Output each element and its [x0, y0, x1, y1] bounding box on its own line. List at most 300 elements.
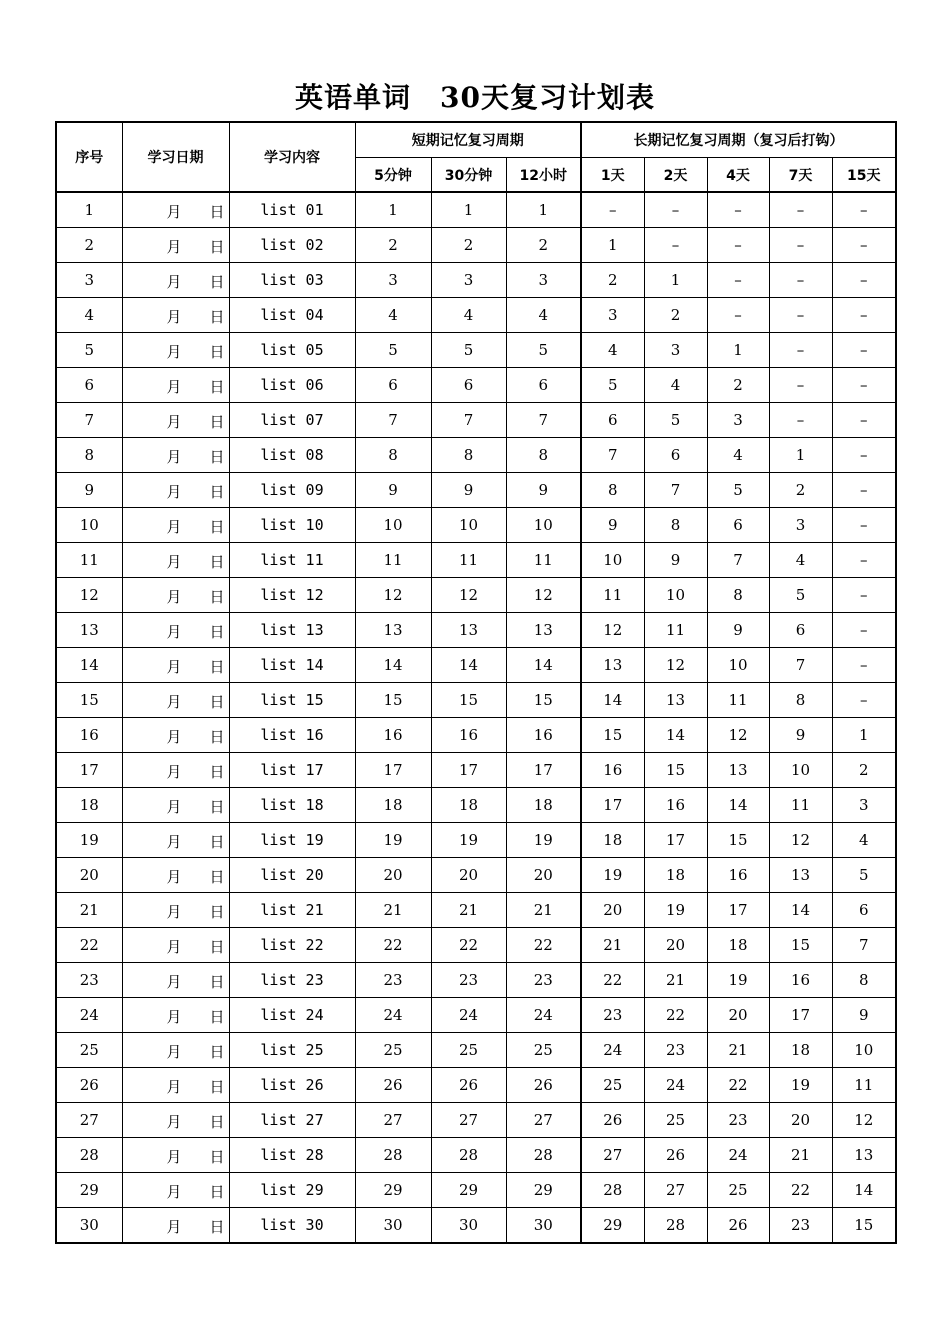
cell-15day: – [832, 508, 896, 543]
cell-7day: – [769, 263, 832, 298]
cell-seq: 6 [56, 368, 122, 403]
cell-study-content: list 23 [229, 963, 355, 998]
cell-4day: 11 [707, 683, 769, 718]
cell-5min: 17 [355, 753, 431, 788]
month-label: 月 [166, 1078, 182, 1096]
cell-5min: 12 [355, 578, 431, 613]
table-row [56, 438, 896, 473]
cell-1day: 11 [581, 578, 644, 613]
cell-12h: 9 [506, 473, 581, 508]
table-row [56, 298, 896, 333]
cell-study-date [122, 1103, 229, 1138]
header-study-date: 学习日期 [122, 122, 229, 192]
cell-study-date [122, 473, 229, 508]
cell-4day: 23 [707, 1103, 769, 1138]
cell-study-content: list 14 [229, 648, 355, 683]
cell-2day: 24 [644, 1068, 707, 1103]
cell-2day: 26 [644, 1138, 707, 1173]
cell-7day: 6 [769, 613, 832, 648]
cell-study-content: list 25 [229, 1033, 355, 1068]
cell-7day: – [769, 298, 832, 333]
month-label: 月 [166, 1043, 182, 1061]
day-label: 日 [209, 1043, 225, 1061]
cell-1day: 6 [581, 403, 644, 438]
cell-seq: 20 [56, 858, 122, 893]
cell-7day: 14 [769, 893, 832, 928]
day-label: 日 [209, 1078, 225, 1096]
table-row [56, 1208, 896, 1244]
cell-seq: 12 [56, 578, 122, 613]
cell-seq: 4 [56, 298, 122, 333]
cell-1day: 18 [581, 823, 644, 858]
table-row [56, 263, 896, 298]
day-label: 日 [209, 658, 225, 676]
cell-2day: 8 [644, 508, 707, 543]
cell-5min: 6 [355, 368, 431, 403]
header-12h: 12小时 [506, 158, 581, 193]
cell-12h: 4 [506, 298, 581, 333]
cell-5min: 29 [355, 1173, 431, 1208]
cell-study-date [122, 893, 229, 928]
cell-1day: 8 [581, 473, 644, 508]
cell-7day: 20 [769, 1103, 832, 1138]
cell-2day: 5 [644, 403, 707, 438]
month-label: 月 [166, 343, 182, 361]
cell-2day: 13 [644, 683, 707, 718]
cell-4day: 26 [707, 1208, 769, 1244]
cell-15day: 14 [832, 1173, 896, 1208]
cell-1day: 1 [581, 228, 644, 263]
day-label: 日 [209, 938, 225, 956]
cell-12h: 11 [506, 543, 581, 578]
cell-2day: 10 [644, 578, 707, 613]
cell-seq: 11 [56, 543, 122, 578]
cell-2day: 15 [644, 753, 707, 788]
month-label: 月 [166, 833, 182, 851]
cell-12h: 14 [506, 648, 581, 683]
cell-2day: 6 [644, 438, 707, 473]
cell-15day: – [832, 192, 896, 228]
cell-15day: 1 [832, 718, 896, 753]
cell-seq: 27 [56, 1103, 122, 1138]
cell-7day: 13 [769, 858, 832, 893]
cell-1day: 28 [581, 1173, 644, 1208]
month-label: 月 [166, 203, 182, 221]
header-study-content: 学习内容 [229, 122, 355, 192]
month-label: 月 [166, 308, 182, 326]
cell-4day: – [707, 228, 769, 263]
cell-seq: 15 [56, 683, 122, 718]
day-label: 日 [209, 868, 225, 886]
cell-30min: 18 [431, 788, 506, 823]
cell-12h: 24 [506, 998, 581, 1033]
cell-12h: 18 [506, 788, 581, 823]
table-row [56, 718, 896, 753]
month-label: 月 [166, 588, 182, 606]
cell-4day: 10 [707, 648, 769, 683]
cell-12h: 10 [506, 508, 581, 543]
cell-30min: 16 [431, 718, 506, 753]
day-label: 日 [209, 833, 225, 851]
cell-2day: 14 [644, 718, 707, 753]
cell-30min: 15 [431, 683, 506, 718]
cell-seq: 30 [56, 1208, 122, 1244]
cell-1day: 14 [581, 683, 644, 718]
cell-4day: 18 [707, 928, 769, 963]
cell-2day: 9 [644, 543, 707, 578]
day-label: 日 [209, 1183, 225, 1201]
header-2day: 2天 [644, 158, 707, 193]
cell-2day: 17 [644, 823, 707, 858]
month-label: 月 [166, 623, 182, 641]
cell-7day: 18 [769, 1033, 832, 1068]
cell-seq: 1 [56, 192, 122, 228]
cell-4day: 5 [707, 473, 769, 508]
cell-1day: 12 [581, 613, 644, 648]
cell-15day: – [832, 473, 896, 508]
cell-12h: 19 [506, 823, 581, 858]
day-label: 日 [209, 238, 225, 256]
header-4day: 4天 [707, 158, 769, 193]
review-plan-table [55, 121, 897, 1244]
cell-15day: – [832, 578, 896, 613]
month-label: 月 [166, 448, 182, 466]
table-row [56, 648, 896, 683]
table-body [56, 192, 896, 1243]
cell-seq: 16 [56, 718, 122, 753]
cell-15day: – [832, 683, 896, 718]
cell-15day: – [832, 648, 896, 683]
cell-study-content: list 20 [229, 858, 355, 893]
cell-5min: 22 [355, 928, 431, 963]
cell-30min: 5 [431, 333, 506, 368]
cell-study-date [122, 403, 229, 438]
table-row [56, 823, 896, 858]
table-row [56, 753, 896, 788]
cell-15day: 7 [832, 928, 896, 963]
cell-1day: 26 [581, 1103, 644, 1138]
cell-4day: 21 [707, 1033, 769, 1068]
cell-study-date [122, 1173, 229, 1208]
cell-12h: 7 [506, 403, 581, 438]
cell-7day: – [769, 192, 832, 228]
month-label: 月 [166, 658, 182, 676]
cell-5min: 27 [355, 1103, 431, 1138]
day-label: 日 [209, 483, 225, 501]
cell-15day: 5 [832, 858, 896, 893]
cell-7day: 11 [769, 788, 832, 823]
cell-seq: 3 [56, 263, 122, 298]
cell-12h: 23 [506, 963, 581, 998]
cell-7day: 21 [769, 1138, 832, 1173]
cell-30min: 3 [431, 263, 506, 298]
cell-12h: 16 [506, 718, 581, 753]
cell-4day: 13 [707, 753, 769, 788]
header-30min: 30分钟 [431, 158, 506, 193]
cell-study-content: list 13 [229, 613, 355, 648]
cell-study-content: list 29 [229, 1173, 355, 1208]
cell-5min: 5 [355, 333, 431, 368]
cell-15day: 8 [832, 963, 896, 998]
day-label: 日 [209, 308, 225, 326]
page-title: 英语单词 30天复习计划表 [295, 81, 655, 114]
cell-4day: – [707, 298, 769, 333]
cell-1day: 5 [581, 368, 644, 403]
cell-1day: 25 [581, 1068, 644, 1103]
month-label: 月 [166, 413, 182, 431]
cell-1day: 7 [581, 438, 644, 473]
cell-study-date [122, 613, 229, 648]
cell-study-content: list 18 [229, 788, 355, 823]
cell-study-date [122, 438, 229, 473]
cell-5min: 19 [355, 823, 431, 858]
cell-12h: 21 [506, 893, 581, 928]
cell-5min: 28 [355, 1138, 431, 1173]
cell-30min: 26 [431, 1068, 506, 1103]
cell-study-date [122, 263, 229, 298]
cell-30min: 8 [431, 438, 506, 473]
cell-4day: – [707, 263, 769, 298]
cell-12h: 1 [506, 192, 581, 228]
cell-1day: 20 [581, 893, 644, 928]
month-label: 月 [166, 973, 182, 991]
cell-1day: 19 [581, 858, 644, 893]
cell-7day: 5 [769, 578, 832, 613]
cell-1day: 17 [581, 788, 644, 823]
cell-seq: 19 [56, 823, 122, 858]
cell-study-date [122, 753, 229, 788]
month-label: 月 [166, 1113, 182, 1131]
cell-study-date [122, 333, 229, 368]
cell-study-date [122, 1208, 229, 1244]
cell-2day: 19 [644, 893, 707, 928]
cell-15day: – [832, 298, 896, 333]
cell-study-date [122, 508, 229, 543]
cell-30min: 12 [431, 578, 506, 613]
cell-study-date [122, 578, 229, 613]
cell-study-content: list 28 [229, 1138, 355, 1173]
cell-study-content: list 01 [229, 192, 355, 228]
cell-15day: – [832, 438, 896, 473]
cell-4day: 4 [707, 438, 769, 473]
cell-15day: 11 [832, 1068, 896, 1103]
cell-5min: 24 [355, 998, 431, 1033]
cell-study-content: list 17 [229, 753, 355, 788]
cell-5min: 3 [355, 263, 431, 298]
cell-2day: 1 [644, 263, 707, 298]
cell-2day: 18 [644, 858, 707, 893]
cell-7day: 7 [769, 648, 832, 683]
month-label: 月 [166, 1008, 182, 1026]
month-label: 月 [166, 763, 182, 781]
cell-12h: 17 [506, 753, 581, 788]
cell-study-content: list 27 [229, 1103, 355, 1138]
cell-seq: 7 [56, 403, 122, 438]
header-15day: 15天 [832, 158, 896, 193]
cell-4day: 19 [707, 963, 769, 998]
cell-4day: 6 [707, 508, 769, 543]
table-row [56, 998, 896, 1033]
cell-12h: 5 [506, 333, 581, 368]
month-label: 月 [166, 518, 182, 536]
cell-15day: – [832, 368, 896, 403]
day-label: 日 [209, 763, 225, 781]
cell-5min: 2 [355, 228, 431, 263]
cell-study-content: list 15 [229, 683, 355, 718]
cell-2day: 21 [644, 963, 707, 998]
header-seq: 序号 [56, 122, 122, 192]
table-row [56, 928, 896, 963]
cell-30min: 21 [431, 893, 506, 928]
cell-30min: 19 [431, 823, 506, 858]
table-row [56, 683, 896, 718]
header-7day: 7天 [769, 158, 832, 193]
cell-7day: 3 [769, 508, 832, 543]
cell-12h: 2 [506, 228, 581, 263]
month-label: 月 [166, 553, 182, 571]
cell-study-content: list 11 [229, 543, 355, 578]
cell-30min: 25 [431, 1033, 506, 1068]
cell-5min: 26 [355, 1068, 431, 1103]
table-row [56, 963, 896, 998]
header-5min: 5分钟 [355, 158, 431, 193]
cell-30min: 20 [431, 858, 506, 893]
cell-5min: 1 [355, 192, 431, 228]
cell-2day: 22 [644, 998, 707, 1033]
day-label: 日 [209, 1113, 225, 1131]
cell-15day: – [832, 543, 896, 578]
cell-30min: 13 [431, 613, 506, 648]
cell-12h: 15 [506, 683, 581, 718]
month-label: 月 [166, 938, 182, 956]
cell-study-date [122, 543, 229, 578]
cell-7day: 17 [769, 998, 832, 1033]
cell-5min: 30 [355, 1208, 431, 1244]
cell-5min: 10 [355, 508, 431, 543]
cell-study-content: list 04 [229, 298, 355, 333]
cell-1day: 4 [581, 333, 644, 368]
cell-study-content: list 16 [229, 718, 355, 753]
cell-12h: 22 [506, 928, 581, 963]
cell-15day: 15 [832, 1208, 896, 1244]
cell-2day: – [644, 228, 707, 263]
cell-1day: 2 [581, 263, 644, 298]
cell-7day: 2 [769, 473, 832, 508]
cell-seq: 8 [56, 438, 122, 473]
cell-2day: 7 [644, 473, 707, 508]
day-label: 日 [209, 1008, 225, 1026]
cell-study-date [122, 368, 229, 403]
cell-30min: 10 [431, 508, 506, 543]
month-label: 月 [166, 378, 182, 396]
cell-5min: 11 [355, 543, 431, 578]
cell-1day: 22 [581, 963, 644, 998]
cell-study-date [122, 648, 229, 683]
cell-1day: 13 [581, 648, 644, 683]
table-row [56, 613, 896, 648]
cell-2day: 11 [644, 613, 707, 648]
cell-study-date [122, 788, 229, 823]
day-label: 日 [209, 553, 225, 571]
cell-4day: 16 [707, 858, 769, 893]
cell-15day: 4 [832, 823, 896, 858]
cell-15day: – [832, 228, 896, 263]
cell-5min: 16 [355, 718, 431, 753]
cell-study-content: list 30 [229, 1208, 355, 1244]
cell-12h: 29 [506, 1173, 581, 1208]
month-label: 月 [166, 728, 182, 746]
cell-study-date [122, 192, 229, 228]
table-row [56, 1033, 896, 1068]
cell-30min: 17 [431, 753, 506, 788]
cell-4day: 25 [707, 1173, 769, 1208]
cell-1day: 24 [581, 1033, 644, 1068]
cell-15day: 9 [832, 998, 896, 1033]
cell-5min: 8 [355, 438, 431, 473]
cell-5min: 18 [355, 788, 431, 823]
cell-15day: 13 [832, 1138, 896, 1173]
cell-2day: 23 [644, 1033, 707, 1068]
header-1day: 1天 [581, 158, 644, 193]
cell-1day: 9 [581, 508, 644, 543]
cell-seq: 22 [56, 928, 122, 963]
cell-2day: 16 [644, 788, 707, 823]
cell-4day: 15 [707, 823, 769, 858]
cell-5min: 7 [355, 403, 431, 438]
month-label: 月 [166, 1218, 182, 1236]
cell-30min: 4 [431, 298, 506, 333]
day-label: 日 [209, 273, 225, 291]
cell-7day: – [769, 228, 832, 263]
cell-seq: 2 [56, 228, 122, 263]
cell-15day: – [832, 333, 896, 368]
month-label: 月 [166, 1148, 182, 1166]
cell-4day: 20 [707, 998, 769, 1033]
cell-study-content: list 10 [229, 508, 355, 543]
cell-7day: 12 [769, 823, 832, 858]
cell-1day: 23 [581, 998, 644, 1033]
cell-study-content: list 26 [229, 1068, 355, 1103]
cell-30min: 30 [431, 1208, 506, 1244]
cell-5min: 15 [355, 683, 431, 718]
cell-7day: – [769, 403, 832, 438]
day-label: 日 [209, 203, 225, 221]
cell-12h: 28 [506, 1138, 581, 1173]
cell-1day: 16 [581, 753, 644, 788]
cell-30min: 24 [431, 998, 506, 1033]
cell-study-content: list 08 [229, 438, 355, 473]
cell-30min: 11 [431, 543, 506, 578]
cell-2day: 28 [644, 1208, 707, 1244]
cell-seq: 23 [56, 963, 122, 998]
day-label: 日 [209, 588, 225, 606]
cell-30min: 14 [431, 648, 506, 683]
day-label: 日 [209, 518, 225, 536]
cell-seq: 25 [56, 1033, 122, 1068]
cell-2day: 12 [644, 648, 707, 683]
header-short-term: 短期记忆复习周期 [355, 122, 581, 158]
cell-1day: 29 [581, 1208, 644, 1244]
day-label: 日 [209, 623, 225, 641]
cell-1day: 3 [581, 298, 644, 333]
table-row [56, 333, 896, 368]
day-label: 日 [209, 413, 225, 431]
cell-7day: 22 [769, 1173, 832, 1208]
cell-study-date [122, 683, 229, 718]
cell-4day: 12 [707, 718, 769, 753]
cell-study-content: list 22 [229, 928, 355, 963]
day-label: 日 [209, 1218, 225, 1236]
